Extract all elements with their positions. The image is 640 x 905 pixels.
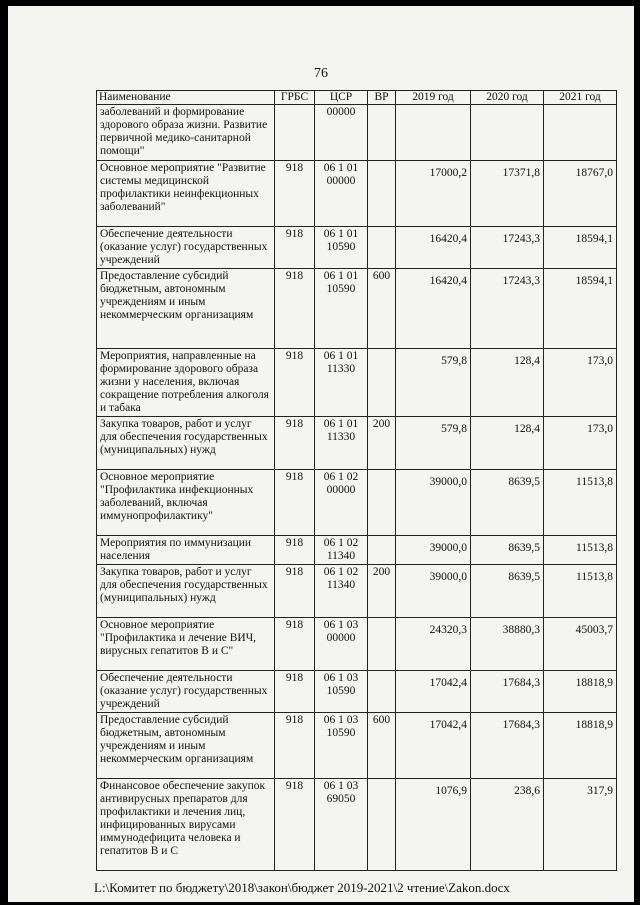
row-vr-cell — [368, 227, 396, 269]
row-grbs-cell: 918 — [275, 713, 315, 779]
row-grbs-cell: 918 — [275, 779, 315, 871]
row-vr-cell — [368, 618, 396, 671]
row-2020-cell: 38880,3 — [471, 618, 544, 671]
row-2019-cell — [396, 105, 471, 161]
row-csr-cell: 06 1 01 10590 — [315, 227, 368, 269]
table-row — [97, 618, 617, 671]
table-row — [97, 779, 617, 871]
row-2020-cell: 8639,5 — [471, 565, 544, 618]
row-csr-cell: 06 1 01 00000 — [315, 161, 368, 227]
row-name-cell: Предоставление субсидий бюджетным, автономным учреждениям и иным некоммерческим организациям — [97, 713, 275, 779]
row-2019-cell: 17000,2 — [396, 161, 471, 227]
row-vr-cell — [368, 105, 396, 161]
row-grbs-cell: 918 — [275, 618, 315, 671]
row-vr-cell — [368, 779, 396, 871]
row-name-cell: Основное мероприятие "Профилактика инфекционных заболеваний, включая иммунопрофилактику" — [97, 470, 275, 536]
table-row — [97, 713, 617, 779]
row-2021-cell: 18594,1 — [544, 227, 617, 269]
row-2021-cell: 45003,7 — [544, 618, 617, 671]
row-2020-cell — [471, 105, 544, 161]
row-name-cell: Обеспечение деятельности (оказание услуг) государственных учреждений — [97, 227, 275, 269]
table-row — [97, 565, 617, 618]
row-2020-cell: 17684,3 — [471, 671, 544, 713]
header-vr: ВР — [368, 91, 396, 105]
row-name-cell: заболеваний и формирование здорового образа жизни. Развитие первичной медико-санитарной помощи" — [97, 105, 275, 161]
row-name-cell: Основное мероприятие "Профилактика и лечение ВИЧ, вирусных гепатитов В и С" — [97, 618, 275, 671]
header-2019: 2019 год — [396, 91, 471, 105]
row-2021-cell: 18767,0 — [544, 161, 617, 227]
row-csr-cell: 06 1 03 10590 — [315, 671, 368, 713]
row-2020-cell: 128,4 — [471, 417, 544, 470]
row-2019-cell: 24320,3 — [396, 618, 471, 671]
row-2021-cell: 173,0 — [544, 417, 617, 470]
row-csr-cell: 06 1 03 69050 — [315, 779, 368, 871]
row-2019-cell: 39000,0 — [396, 565, 471, 618]
row-csr-cell: 06 1 01 11330 — [315, 417, 368, 470]
row-2019-cell: 39000,0 — [396, 470, 471, 536]
budget-table — [96, 90, 617, 871]
row-2021-cell: 317,9 — [544, 779, 617, 871]
row-name-cell: Предоставление субсидий бюджетным, автономным учреждениям и иным некоммерческим организациям — [97, 269, 275, 349]
row-name-cell: Закупка товаров, работ и услуг для обеспечения государственных (муниципальных) нужд — [97, 417, 275, 470]
row-2021-cell: 173,0 — [544, 349, 617, 417]
row-2020-cell: 8639,5 — [471, 470, 544, 536]
table-row — [97, 105, 617, 161]
row-2021-cell: 18818,9 — [544, 671, 617, 713]
table-row — [97, 349, 617, 417]
table-header-row — [97, 91, 617, 105]
row-vr-cell: 200 — [368, 417, 396, 470]
row-2020-cell: 17684,3 — [471, 713, 544, 779]
row-grbs-cell: 918 — [275, 417, 315, 470]
row-vr-cell — [368, 671, 396, 713]
header-csr: ЦСР — [315, 91, 368, 105]
row-2019-cell: 1076,9 — [396, 779, 471, 871]
table-row — [97, 671, 617, 713]
row-csr-cell: 00000 — [315, 105, 368, 161]
row-csr-cell: 06 1 02 11340 — [315, 536, 368, 565]
row-csr-cell: 06 1 02 00000 — [315, 470, 368, 536]
table-row — [97, 417, 617, 470]
row-vr-cell — [368, 349, 396, 417]
row-name-cell: Мероприятия по иммунизации населения — [97, 536, 275, 565]
header-2021: 2021 год — [544, 91, 617, 105]
row-2020-cell: 238,6 — [471, 779, 544, 871]
page-number: 76 — [314, 66, 328, 81]
row-2020-cell: 17371,8 — [471, 161, 544, 227]
header-name: Наименование — [97, 91, 275, 105]
row-2021-cell: 11513,8 — [544, 470, 617, 536]
row-grbs-cell: 918 — [275, 671, 315, 713]
row-vr-cell — [368, 536, 396, 565]
row-2019-cell: 16420,4 — [396, 227, 471, 269]
row-2019-cell: 17042,4 — [396, 671, 471, 713]
row-2019-cell: 39000,0 — [396, 536, 471, 565]
row-2020-cell: 128,4 — [471, 349, 544, 417]
file-path-footer: L:\Комитет по бюджету\2018\закон\бюджет 2019-2021\2 чтение\Zakon.docx — [94, 880, 510, 895]
header-grbs: ГРБС — [275, 91, 315, 105]
row-name-cell: Финансовое обеспечение закупок антивирусных препаратов для профилактики и лечения лиц, инфицированных вирусами иммунодефицита человека и гепатитов В и С — [97, 779, 275, 871]
row-2021-cell: 18594,1 — [544, 269, 617, 349]
row-csr-cell: 06 1 03 00000 — [315, 618, 368, 671]
row-grbs-cell: 918 — [275, 161, 315, 227]
row-2019-cell: 16420,4 — [396, 269, 471, 349]
table-row — [97, 227, 617, 269]
row-csr-cell: 06 1 01 10590 — [315, 269, 368, 349]
row-vr-cell: 200 — [368, 565, 396, 618]
header-2020: 2020 год — [471, 91, 544, 105]
row-vr-cell: 600 — [368, 269, 396, 349]
table-row — [97, 536, 617, 565]
row-grbs-cell: 918 — [275, 349, 315, 417]
row-2021-cell: 11513,8 — [544, 536, 617, 565]
row-name-cell: Закупка товаров, работ и услуг для обеспечения государственных (муниципальных) нужд — [97, 565, 275, 618]
row-csr-cell: 06 1 02 11340 — [315, 565, 368, 618]
table-row — [97, 269, 617, 349]
row-2020-cell: 17243,3 — [471, 227, 544, 269]
row-grbs-cell: 918 — [275, 269, 315, 349]
row-2021-cell: 18818,9 — [544, 713, 617, 779]
row-grbs-cell: 918 — [275, 565, 315, 618]
row-grbs-cell: 918 — [275, 227, 315, 269]
row-vr-cell: 600 — [368, 713, 396, 779]
row-name-cell: Мероприятия, направленные на формирование здорового образа жизни у населения, включая сокращение потребления алкоголя и табака — [97, 349, 275, 417]
row-name-cell: Обеспечение деятельности (оказание услуг) государственных учреждений — [97, 671, 275, 713]
row-csr-cell: 06 1 01 11330 — [315, 349, 368, 417]
row-2019-cell: 579,8 — [396, 349, 471, 417]
row-2019-cell: 579,8 — [396, 417, 471, 470]
table-row — [97, 470, 617, 536]
row-grbs-cell: 918 — [275, 470, 315, 536]
row-name-cell: Основное мероприятие "Развитие системы медицинской профилактики неинфекционных заболеваний" — [97, 161, 275, 227]
row-2021-cell: 11513,8 — [544, 565, 617, 618]
row-2020-cell: 8639,5 — [471, 536, 544, 565]
row-2019-cell: 17042,4 — [396, 713, 471, 779]
table-row — [97, 161, 617, 227]
row-vr-cell — [368, 470, 396, 536]
row-grbs-cell — [275, 105, 315, 161]
row-2020-cell: 17243,3 — [471, 269, 544, 349]
row-2021-cell — [544, 105, 617, 161]
row-csr-cell: 06 1 03 10590 — [315, 713, 368, 779]
document-page — [8, 6, 634, 902]
row-vr-cell — [368, 161, 396, 227]
row-grbs-cell: 918 — [275, 536, 315, 565]
